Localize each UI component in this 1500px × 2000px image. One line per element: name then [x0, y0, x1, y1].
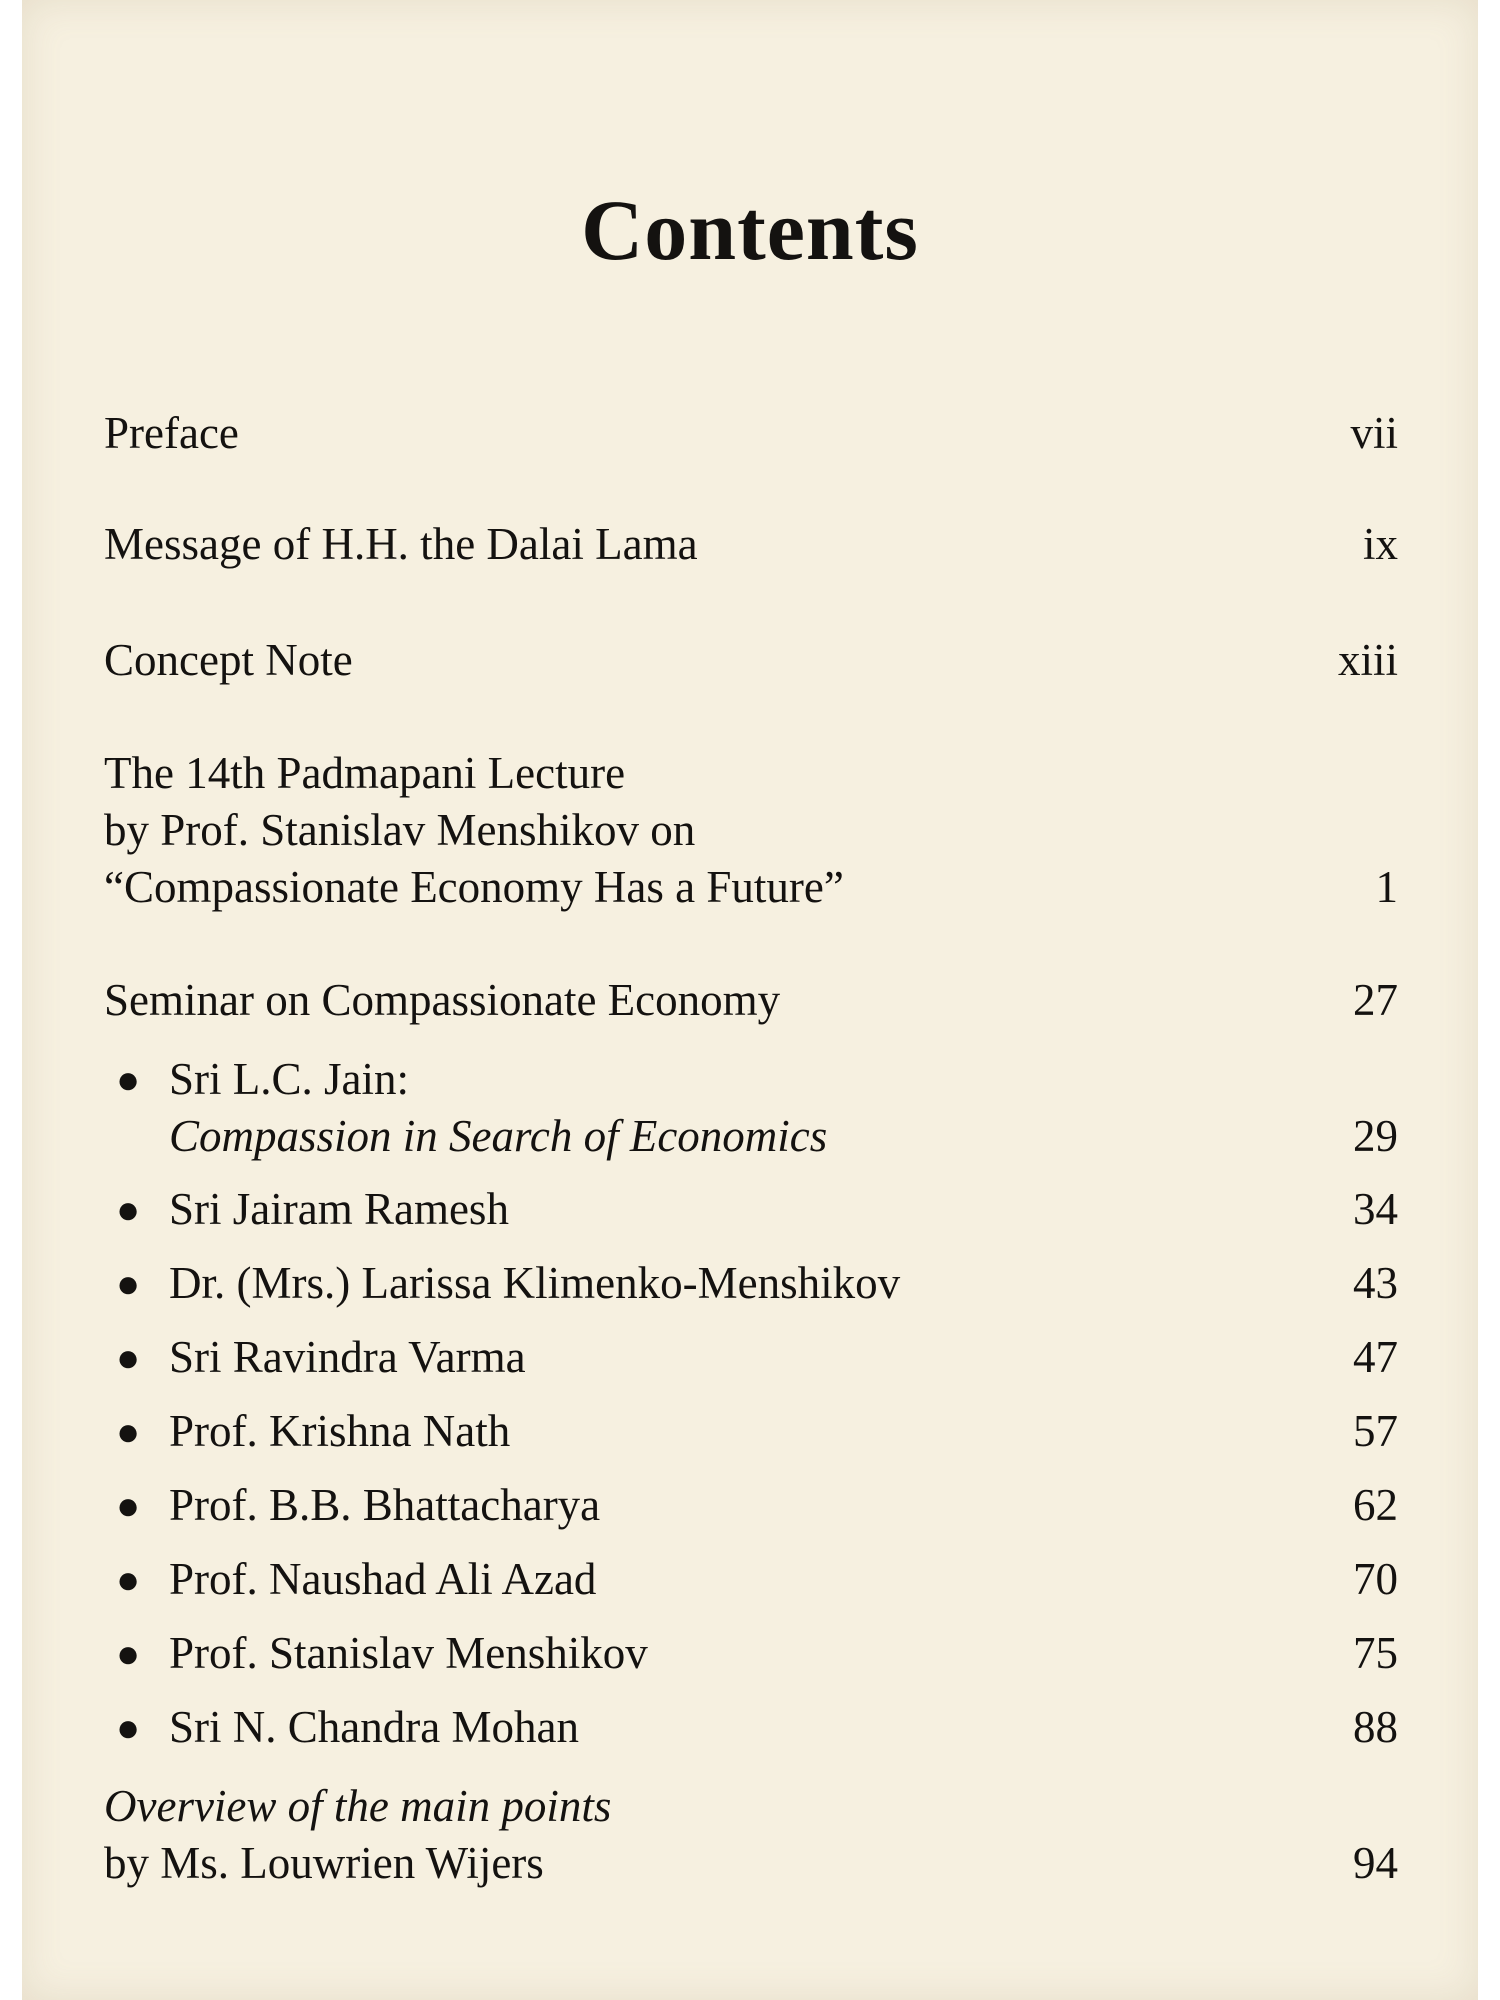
- page-number: 94: [1353, 1838, 1398, 1888]
- toc-subentry-ramesh: [104, 1181, 1398, 1238]
- bullet-icon: ●: [116, 1705, 141, 1750]
- page-number: 27: [1353, 975, 1398, 1025]
- page-number: 1: [1375, 862, 1398, 912]
- subentry-label: Sri L.C. Jain:: [169, 1054, 410, 1104]
- toc-subentry-menshikov: [104, 1625, 1398, 1682]
- entry-label: Message of H.H. the Dalai Lama: [104, 519, 698, 569]
- entry-label-line: The 14th Padmapani Lecture: [104, 748, 626, 798]
- entry-label-line: by Ms. Louwrien Wijers: [104, 1838, 544, 1888]
- subentry-label: Prof. Stanislav Menshikov: [169, 1628, 648, 1678]
- subentry-subtitle: Compassion in Search of Economics: [169, 1111, 828, 1161]
- entry-label-line: “Compassionate Economy Has a Future”: [104, 862, 844, 912]
- subentry-label: Prof. Naushad Ali Azad: [169, 1554, 597, 1604]
- entry-label: Preface: [104, 408, 239, 458]
- toc-subentry-azad: [104, 1551, 1398, 1608]
- toc-entry-lecture: [104, 745, 1398, 916]
- toc-entry-message: [104, 516, 1398, 573]
- bullet-icon: ●: [116, 1187, 141, 1232]
- toc-entry-seminar: [104, 972, 1398, 1029]
- page-number: 62: [1353, 1480, 1398, 1530]
- bullet-icon: ●: [116, 1409, 141, 1454]
- subentry-label: Dr. (Mrs.) Larissa Klimenko-Menshikov: [169, 1258, 901, 1308]
- toc-subentry-klimenko: [104, 1255, 1398, 1312]
- page-number: 75: [1353, 1628, 1398, 1678]
- toc-subentry-bhattacharya: [104, 1477, 1398, 1534]
- bullet-icon: ●: [116, 1631, 141, 1676]
- entry-label: Seminar on Compassionate Economy: [104, 975, 781, 1025]
- book-page: [22, 0, 1478, 2000]
- bullet-icon: ●: [116, 1557, 141, 1602]
- page-number: 34: [1353, 1184, 1398, 1234]
- page-number: vii: [1350, 408, 1398, 458]
- page-number: 43: [1353, 1258, 1398, 1308]
- subentry-label: Sri Jairam Ramesh: [169, 1184, 509, 1234]
- page-title: Contents: [581, 182, 919, 278]
- toc-subentry-nath: [104, 1403, 1398, 1460]
- page-number: 88: [1353, 1702, 1398, 1752]
- toc-entry-concept-note: [104, 632, 1398, 689]
- bullet-icon: ●: [116, 1335, 141, 1380]
- entry-label-line: Overview of the main points: [104, 1781, 612, 1831]
- page-number: ix: [1362, 519, 1398, 569]
- toc-subentry-varma: [104, 1329, 1398, 1386]
- subentry-label: Sri N. Chandra Mohan: [169, 1702, 579, 1752]
- entry-label: Concept Note: [104, 635, 353, 685]
- page-number: 70: [1353, 1554, 1398, 1604]
- toc-entry-overview: [104, 1778, 1398, 1892]
- subentry-label: Sri Ravindra Varma: [169, 1332, 526, 1382]
- bullet-icon: ●: [116, 1057, 141, 1102]
- toc-subentry-jain: [104, 1051, 1398, 1165]
- page-number: 47: [1353, 1332, 1398, 1382]
- page-number: 57: [1353, 1406, 1398, 1456]
- subentry-label: Prof. Krishna Nath: [169, 1406, 511, 1456]
- toc-entry-preface: [104, 405, 1398, 462]
- toc-subentry-mohan: [104, 1699, 1398, 1756]
- bullet-icon: ●: [116, 1483, 141, 1528]
- subentry-label: Prof. B.B. Bhattacharya: [169, 1480, 601, 1530]
- page-number: xiii: [1337, 635, 1398, 685]
- entry-label-line: by Prof. Stanislav Menshikov on: [104, 805, 696, 855]
- page-number: 29: [1353, 1111, 1398, 1161]
- bullet-icon: ●: [116, 1261, 141, 1306]
